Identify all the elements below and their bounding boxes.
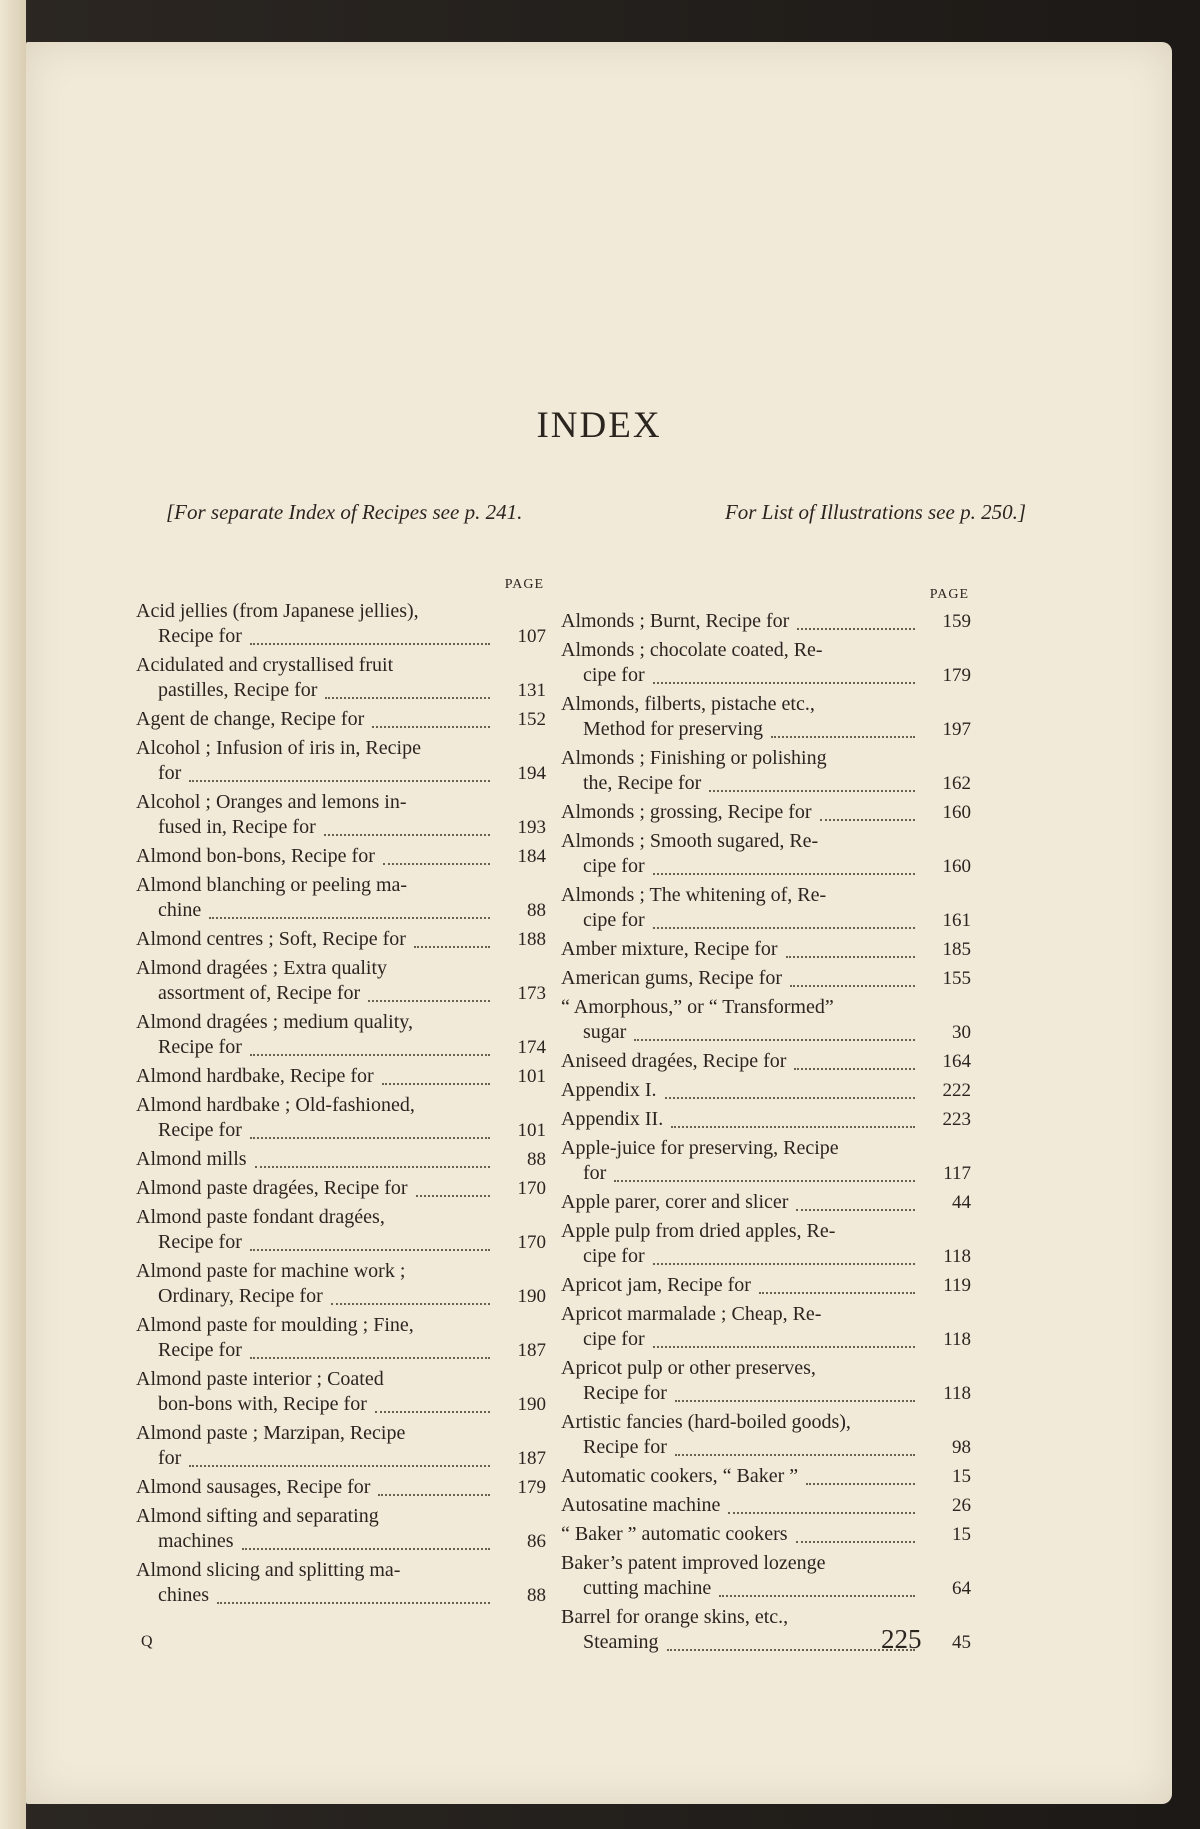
index-entry-text: Recipe for	[583, 1382, 667, 1404]
index-entry-text: Almond paste fondant dragées,	[136, 1206, 385, 1228]
page-reference: 101	[517, 1120, 546, 1141]
dot-leader	[667, 1641, 915, 1651]
index-entry	[136, 1147, 546, 1172]
dot-leader	[325, 689, 490, 699]
dot-leader	[675, 1446, 915, 1456]
dot-leader	[653, 1255, 915, 1265]
page-reference: 187	[517, 1340, 546, 1361]
index-entry-text: Almonds ; Burnt, Recipe for	[561, 610, 790, 632]
dot-leader	[375, 1403, 490, 1413]
index-entry	[561, 1049, 971, 1074]
illustrations-list-note: For List of Illustrations see p. 250.]	[724, 500, 1026, 524]
page-reference: 30	[952, 1022, 971, 1043]
index-entry-text: Alcohol ; Oranges and lemons in-	[136, 791, 407, 813]
index-entry-line	[561, 854, 971, 879]
index-entry-text: Aniseed dragées, Recipe for	[561, 1050, 787, 1072]
index-entry	[561, 1136, 971, 1186]
index-entry-text: Recipe for	[158, 1119, 242, 1141]
index-entry-text: Recipe for	[158, 625, 242, 647]
index-entry-line	[136, 1529, 546, 1554]
page-reference: 45	[952, 1632, 971, 1653]
page-reference: 185	[942, 939, 971, 960]
index-entry-text: Ordinary, Recipe for	[158, 1285, 323, 1307]
index-entry-text: for	[158, 762, 182, 784]
index-entry	[561, 995, 971, 1045]
index-entry-text: Automatic cookers, “ Baker ”	[561, 1465, 799, 1487]
page-reference: 88	[527, 1149, 546, 1170]
page-reference: 174	[517, 1037, 546, 1058]
page-reference: 184	[517, 846, 546, 867]
index-entry-text: Barrel for orange skins, etc.,	[561, 1606, 789, 1628]
index-entry-line	[136, 624, 546, 649]
page-title: INDEX	[536, 405, 662, 446]
index-entry-text: Almonds ; chocolate coated, Re-	[561, 639, 823, 661]
index-entry-line	[136, 927, 546, 952]
index-page	[26, 42, 1172, 1804]
dot-leader	[324, 826, 490, 836]
index-entry-line	[136, 815, 546, 840]
dot-leader	[806, 1475, 915, 1485]
index-entries-right	[561, 609, 971, 1655]
page-reference: 222	[942, 1080, 971, 1101]
index-entry	[561, 1410, 971, 1460]
page-reference: 160	[942, 802, 971, 823]
index-entry	[561, 1551, 971, 1601]
index-entry-text: Almond centres ; Soft, Recipe for	[136, 928, 406, 950]
dot-leader	[209, 909, 490, 919]
dot-leader	[671, 1118, 915, 1128]
page-reference: 190	[517, 1394, 546, 1415]
dot-leader	[414, 938, 490, 948]
index-entry-line	[561, 1464, 971, 1489]
page-reference: 162	[942, 773, 971, 794]
dot-leader	[250, 1241, 490, 1251]
dot-leader	[255, 1158, 490, 1168]
dot-leader	[786, 948, 915, 958]
index-entry-line	[561, 1576, 971, 1601]
index-entry-line	[136, 1392, 546, 1417]
index-entry-text: Almond sausages, Recipe for	[136, 1476, 371, 1498]
page-reference: 188	[517, 929, 546, 950]
index-entry-line	[561, 1020, 971, 1045]
index-entry-text: Almonds ; The whitening of, Re-	[561, 884, 827, 906]
page-reference: 15	[952, 1524, 971, 1545]
dot-leader	[634, 1031, 915, 1041]
page-reference: 44	[952, 1192, 971, 1213]
index-entry	[136, 653, 546, 703]
index-entries-left	[136, 599, 546, 1608]
index-entry	[561, 638, 971, 688]
index-entry-text: Almonds, filberts, pistache etc.,	[561, 693, 815, 715]
index-entry	[561, 883, 971, 933]
index-entry-text: Autosatine machine	[561, 1494, 721, 1516]
index-entry-text: Baker’s patent improved lozenge	[561, 1552, 826, 1574]
index-entry	[136, 1475, 546, 1500]
index-entry-text: “ Amorphous,” or “ Transformed”	[561, 996, 834, 1018]
index-entry-text: Recipe for	[158, 1231, 242, 1253]
index-entry-line	[136, 1118, 546, 1143]
index-entry-text: Almond hardbake ; Old-fashioned,	[136, 1094, 415, 1116]
index-entry	[561, 692, 971, 742]
page-reference: 98	[952, 1437, 971, 1458]
index-entry-text: Almond slicing and splitting ma-	[136, 1559, 401, 1581]
index-entry-text: Almond paste dragées, Recipe for	[136, 1177, 408, 1199]
index-entry-text: machines	[158, 1530, 234, 1552]
dot-leader	[796, 1533, 915, 1543]
dot-leader	[614, 1172, 915, 1182]
index-entry	[136, 844, 546, 869]
index-entry-text: for	[158, 1447, 182, 1469]
index-entry-line	[136, 1475, 546, 1500]
page-reference: 117	[943, 1163, 971, 1184]
index-entry-line	[136, 1338, 546, 1363]
index-entry	[136, 1313, 546, 1363]
index-entry-text: chine	[158, 899, 202, 921]
index-entry-text: Acidulated and crystallised fruit	[136, 654, 394, 676]
dot-leader	[250, 1046, 490, 1056]
index-entry	[136, 1093, 546, 1143]
dot-leader	[383, 855, 490, 865]
index-entry-line	[561, 1522, 971, 1547]
page-reference: 193	[517, 817, 546, 838]
page-reference: 107	[517, 626, 546, 647]
dot-leader	[368, 992, 490, 1002]
index-column-right	[561, 587, 971, 1659]
index-entry-line	[136, 1583, 546, 1608]
index-entry-text: Steaming	[583, 1631, 659, 1653]
index-entry-line	[561, 771, 971, 796]
index-entry-text: Appendix II.	[561, 1108, 664, 1130]
page-reference: 26	[952, 1495, 971, 1516]
index-entry-text: cipe for	[583, 1328, 645, 1350]
index-entry-line	[136, 1035, 546, 1060]
index-entry	[561, 609, 971, 634]
index-entry	[561, 829, 971, 879]
index-entry-line	[561, 966, 971, 991]
index-entry-text: cipe for	[583, 855, 645, 877]
index-entry-text: the, Recipe for	[583, 772, 702, 794]
dot-leader	[242, 1540, 490, 1550]
index-entry-line	[561, 663, 971, 688]
index-entry-text: cipe for	[583, 909, 645, 931]
index-entry	[136, 1558, 546, 1608]
index-entry-line	[136, 678, 546, 703]
page-column-label: PAGE	[504, 577, 544, 592]
index-entry-text: Almond blanching or peeling ma-	[136, 874, 408, 896]
index-entry-text: Almond paste ; Marzipan, Recipe	[136, 1422, 406, 1444]
index-entry-line	[136, 844, 546, 869]
index-entry	[561, 937, 971, 962]
dot-leader	[771, 728, 915, 738]
index-entry-line	[561, 800, 971, 825]
index-entry-text: Acid jellies (from Japanese jellies),	[136, 600, 419, 622]
index-entry-text: Almond hardbake, Recipe for	[136, 1065, 374, 1087]
index-entry	[561, 1078, 971, 1103]
index-entry-line	[561, 908, 971, 933]
dot-leader	[189, 1457, 490, 1467]
index-entry-text: Almond mills	[136, 1148, 247, 1170]
index-entry-line	[136, 981, 546, 1006]
page-reference: 179	[942, 665, 971, 686]
index-entry	[561, 1464, 971, 1489]
index-entry-line	[561, 937, 971, 962]
index-entry-text: Amber mixture, Recipe for	[561, 938, 778, 960]
index-entry-line	[561, 717, 971, 742]
index-entry-line	[136, 1147, 546, 1172]
index-entry-text: American gums, Recipe for	[561, 967, 783, 989]
cross-reference-note	[166, 500, 1026, 525]
page-reference: 101	[517, 1066, 546, 1087]
previous-page-edge	[0, 0, 26, 1829]
page-reference: 194	[517, 763, 546, 784]
index-entry	[136, 956, 546, 1006]
page-reference: 197	[942, 719, 971, 740]
dot-leader	[797, 620, 915, 630]
page-reference: 118	[943, 1246, 971, 1267]
page-reference: 155	[942, 968, 971, 989]
index-entry	[136, 1010, 546, 1060]
dot-leader	[719, 1587, 915, 1597]
index-entry-text: Apple-juice for preserving, Recipe	[561, 1137, 839, 1159]
page-reference: 179	[517, 1477, 546, 1498]
page-reference: 223	[942, 1109, 971, 1130]
dot-leader	[820, 811, 915, 821]
index-entry	[136, 707, 546, 732]
index-entry	[136, 1504, 546, 1554]
index-entry-line	[136, 761, 546, 786]
index-entry	[136, 1367, 546, 1417]
page-reference: 64	[952, 1578, 971, 1599]
index-entry	[561, 1522, 971, 1547]
index-entry-line	[561, 1107, 971, 1132]
index-entry	[136, 790, 546, 840]
index-entry-text: pastilles, Recipe for	[158, 679, 318, 701]
page-reference: 190	[517, 1286, 546, 1307]
dot-leader	[382, 1075, 490, 1085]
dot-leader	[675, 1392, 915, 1402]
index-entry-line	[561, 1327, 971, 1352]
index-entry-line	[561, 1049, 971, 1074]
index-entry	[136, 736, 546, 786]
signature-mark: Q	[141, 1633, 153, 1650]
dot-leader	[189, 772, 490, 782]
dot-leader	[794, 1060, 915, 1070]
page-reference: 119	[943, 1275, 971, 1296]
index-entry-text: Method for preserving	[583, 718, 763, 740]
index-entry	[136, 873, 546, 923]
index-entry	[136, 1176, 546, 1201]
page-number: 225	[881, 1624, 922, 1654]
index-entry-text: Almond paste for moulding ; Fine,	[136, 1314, 414, 1336]
dot-leader	[331, 1295, 490, 1305]
index-entry-text: fused in, Recipe for	[158, 816, 316, 838]
dot-leader	[790, 977, 915, 987]
page-reference: 15	[952, 1466, 971, 1487]
dot-leader	[250, 635, 490, 645]
page-reference: 160	[942, 856, 971, 877]
index-entry-line	[136, 1176, 546, 1201]
page-reference: 161	[942, 910, 971, 931]
page-reference: 152	[517, 709, 546, 730]
index-entry	[561, 966, 971, 991]
dot-leader	[653, 674, 915, 684]
page-reference: 88	[527, 1585, 546, 1606]
index-entry-text: Recipe for	[158, 1036, 242, 1058]
page-reference: 88	[527, 900, 546, 921]
index-entry	[561, 1493, 971, 1518]
index-entry-text: sugar	[583, 1021, 627, 1043]
dot-leader	[250, 1129, 490, 1139]
index-entry-line	[136, 898, 546, 923]
index-entry	[561, 1190, 971, 1215]
index-entry-line	[136, 1446, 546, 1471]
index-entry-text: bon-bons with, Recipe for	[158, 1393, 367, 1415]
dot-leader	[728, 1504, 915, 1514]
index-entry	[136, 1421, 546, 1471]
index-entry-text: assortment of, Recipe for	[158, 982, 361, 1004]
index-entry	[136, 927, 546, 952]
dot-leader	[709, 782, 915, 792]
index-entry	[561, 1107, 971, 1132]
index-entry-text: Recipe for	[158, 1339, 242, 1361]
index-entry-text: Almond paste interior ; Coated	[136, 1368, 384, 1390]
recipes-index-note: [For separate Index of Recipes see p. 241.	[166, 500, 523, 524]
index-entry	[136, 1259, 546, 1309]
page-reference: 170	[517, 1178, 546, 1199]
dot-leader	[653, 919, 915, 929]
dot-leader	[372, 718, 490, 728]
index-entry-line	[561, 1273, 971, 1298]
index-entry-line	[561, 1078, 971, 1103]
index-entry-text: Apricot marmalade ; Cheap, Re-	[561, 1303, 822, 1325]
index-entry-text: Recipe for	[583, 1436, 667, 1458]
index-entry-text: Apricot jam, Recipe for	[561, 1274, 751, 1296]
index-entry-text: cipe for	[583, 664, 645, 686]
index-entry-text: Apple parer, corer and slicer	[561, 1191, 789, 1213]
index-entry-text: Apple pulp from dried apples, Re-	[561, 1220, 836, 1242]
index-entry-text: Agent de change, Recipe for	[136, 708, 365, 730]
page-column-label: PAGE	[929, 587, 969, 602]
dot-leader	[217, 1594, 490, 1604]
index-entry	[561, 1302, 971, 1352]
page-reference: 131	[517, 680, 546, 701]
index-entry-text: chines	[158, 1584, 210, 1606]
page-reference: 170	[517, 1232, 546, 1253]
index-entry-text: for	[583, 1162, 607, 1184]
index-entry-line	[136, 1230, 546, 1255]
index-entry	[561, 800, 971, 825]
page-reference: 118	[943, 1329, 971, 1350]
index-entry-line	[561, 609, 971, 634]
dot-leader	[653, 865, 915, 875]
index-entry-text: Almonds ; Finishing or polishing	[561, 747, 827, 769]
index-entry-text: cipe for	[583, 1245, 645, 1267]
dot-leader	[759, 1284, 915, 1294]
page-reference: 159	[942, 611, 971, 632]
dot-leader	[665, 1089, 915, 1099]
index-entry-text: Almond bon-bons, Recipe for	[136, 845, 375, 867]
index-entry-text: Almonds ; grossing, Recipe for	[561, 801, 812, 823]
index-entry-text: “ Baker ” automatic cookers	[561, 1523, 788, 1545]
dot-leader	[250, 1349, 490, 1359]
index-entry	[561, 1356, 971, 1406]
index-entry	[561, 1219, 971, 1269]
index-entry-line	[561, 1244, 971, 1269]
index-entry-text: cutting machine	[583, 1577, 712, 1599]
index-entry	[136, 599, 546, 649]
dot-leader	[796, 1201, 915, 1211]
page-reference: 164	[942, 1051, 971, 1072]
page-reference: 86	[527, 1531, 546, 1552]
page-reference: 118	[943, 1383, 971, 1404]
page-reference: 173	[517, 983, 546, 1004]
index-column-left	[136, 577, 546, 1612]
index-entry	[561, 746, 971, 796]
index-entry-text: Appendix I.	[561, 1079, 657, 1101]
index-entry-line	[136, 707, 546, 732]
index-entry-line	[561, 1190, 971, 1215]
index-entry-text: Almonds ; Smooth sugared, Re-	[561, 830, 819, 852]
index-entry-text: Alcohol ; Infusion of iris in, Recipe	[136, 737, 421, 759]
index-entry	[136, 1064, 546, 1089]
dot-leader	[416, 1187, 490, 1197]
index-entry	[561, 1273, 971, 1298]
index-entry-line	[136, 1284, 546, 1309]
index-entry-line	[561, 1161, 971, 1186]
index-entry-text: Almond paste for machine work ;	[136, 1260, 406, 1282]
index-entry	[136, 1205, 546, 1255]
dot-leader	[653, 1338, 915, 1348]
page-reference: 187	[517, 1448, 546, 1469]
index-entry-text: Almond dragées ; medium quality,	[136, 1011, 413, 1033]
index-entry-text: Almond sifting and separating	[136, 1505, 379, 1527]
index-entry-text: Apricot pulp or other preserves,	[561, 1357, 816, 1379]
index-entry-text: Almond dragées ; Extra quality	[136, 957, 388, 979]
index-entry-text: Artistic fancies (hard-boiled goods),	[561, 1411, 851, 1433]
index-entry-line	[561, 1381, 971, 1406]
index-entry-line	[561, 1493, 971, 1518]
index-entry-line	[561, 1435, 971, 1460]
dot-leader	[378, 1486, 490, 1496]
index-entry-line	[136, 1064, 546, 1089]
